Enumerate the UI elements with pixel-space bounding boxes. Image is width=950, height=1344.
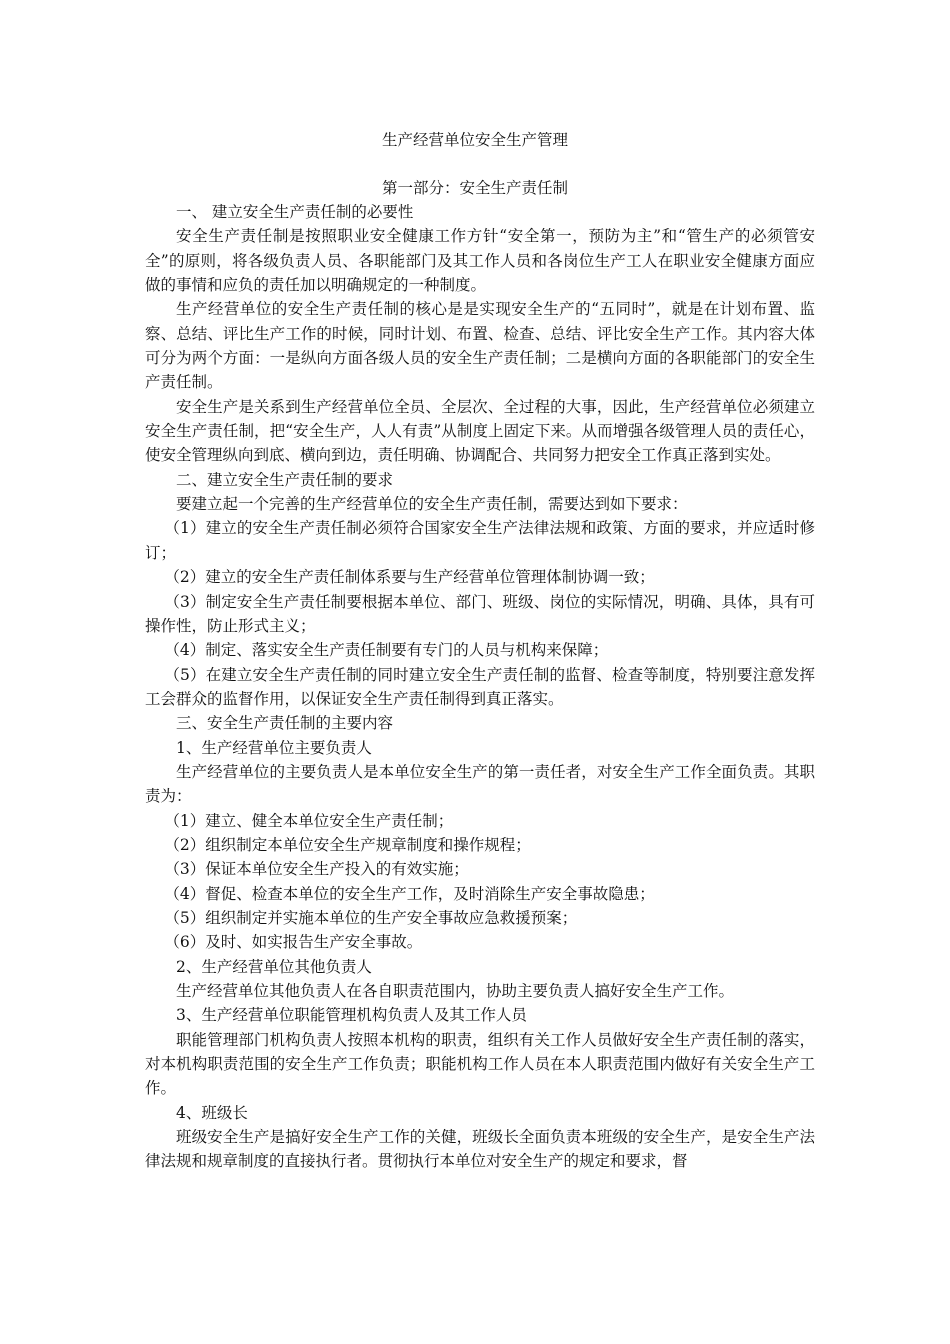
requirement-item: （1）建立的安全生产责任制必须符合国家安全生产法律法规和政策、方面的要求，并应适时修订； [145,519,815,562]
section-heading-3: 三、安全生产责任制的主要内容 [176,714,394,733]
duty-item: （4）督促、检查本单位的安全生产工作，及时消除生产安全事故隐患； [164,884,655,903]
duty-item: （6）及时、如实报告生产安全事故。 [164,933,423,952]
paragraph: 班级安全生产是搞好安全生产工作的关健，班级长全面负责本班级的安全生产，是安全生产法律法规和规章制度的直接执行者。贯彻执行本单位对安全生产的规定和要求，督 [145,1128,815,1171]
paragraph: 生产经营单位其他负责人在各自职责范围内，协助主要负责人搞好安全生产工作。 [176,982,735,1000]
part-title: 第一部分：安全生产责任制 [381,179,568,197]
document-title: 生产经营单位安全生产管理 [381,131,568,149]
subsection-heading: 3、生产经营单位职能管理机构负责人及其工作人员 [176,1006,527,1025]
section-heading-1: 一、 建立安全生产责任制的必要性 [176,203,414,221]
paragraph: 安全生产责任制是按照职业安全健康工作方针“安全第一，预防为主”和“管生产的必须管安全”的原则，将各级负责人员、各职能部门及其工作人员和各岗位生产工人在职业安全健康方面应做的事情和应负的责任加以明确规定的一种制度。 [145,227,815,295]
duty-item: （1）建立、健全本单位安全生产责任制； [164,811,454,830]
paragraph: 生产经营单位的主要负责人是本单位安全生产的第一责任者，对安全生产工作全面负责。其职责为： [145,762,815,806]
paragraph: 安全生产是关系到生产经营单位全员、全层次、全过程的大事，因此，生产经营单位必须建立安全生产责任制，把“安全生产，人人有责”从制度上固定下来。从而增强各级管理人员的责任心，使安全管理纵向到底、横向到边，责任明确、协调配合、共同努力把安全工作真正落到实处。 [145,397,815,465]
duty-item: （2）组织制定本单位安全生产规章制度和操作规程； [164,835,531,854]
paragraph: 职能管理部门机构负责人按照本机构的职责，组织有关工作人员做好安全生产责任制的落实，对本机构职责范围的安全生产工作负责；职能机构工作人员在本人职责范围内做好有关安全生产工作。 [145,1030,815,1098]
subsection-heading: 2、生产经营单位其他负责人 [176,957,372,976]
subsection-heading: 1、生产经营单位主要负责人 [176,738,372,757]
document-body [145,200,815,1174]
duty-item: （3）保证本单位安全生产投入的有效实施； [164,860,469,879]
duty-item: （5）组织制定并实施本单位的生产安全事故应急救援预案； [164,908,578,927]
paragraph: 要建立起一个完善的生产经营单位的安全生产责任制，需要达到如下要求： [176,495,688,514]
subsection-heading: 4、班级长 [176,1103,248,1122]
section-heading-2: 二、建立安全生产责任制的要求 [176,470,394,489]
paragraph: 生产经营单位的安全生产责任制的核心是是实现安全生产的“五同时”，就是在计划布置、监察、总结、评比生产工作的时候，同时计划、布置、检查、总结、评比安全生产工作。其内容大体可分为两个方面：一是纵向方面各级人员的安全生产责任制；二是横向方面的各职能部门的安全生产责任制。 [145,300,815,392]
requirement-item: （3）制定安全生产责任制要根据本单位、部门、班级、岗位的实际情况，明确、具体，具有可操作性，防止形式主义； [145,592,815,635]
requirement-item: （2）建立的安全生产责任制体系要与生产经营单位管理体制协调一致； [164,568,655,587]
requirement-item: （5）在建立安全生产责任制的同时建立安全生产责任制的监督、检查等制度，特别要注意发挥工会群众的监督作用，以保证安全生产责任制得到真正落实。 [145,665,815,708]
requirement-item: （4）制定、落实安全生产责任制要有专门的人员与机构来保障； [164,641,609,660]
